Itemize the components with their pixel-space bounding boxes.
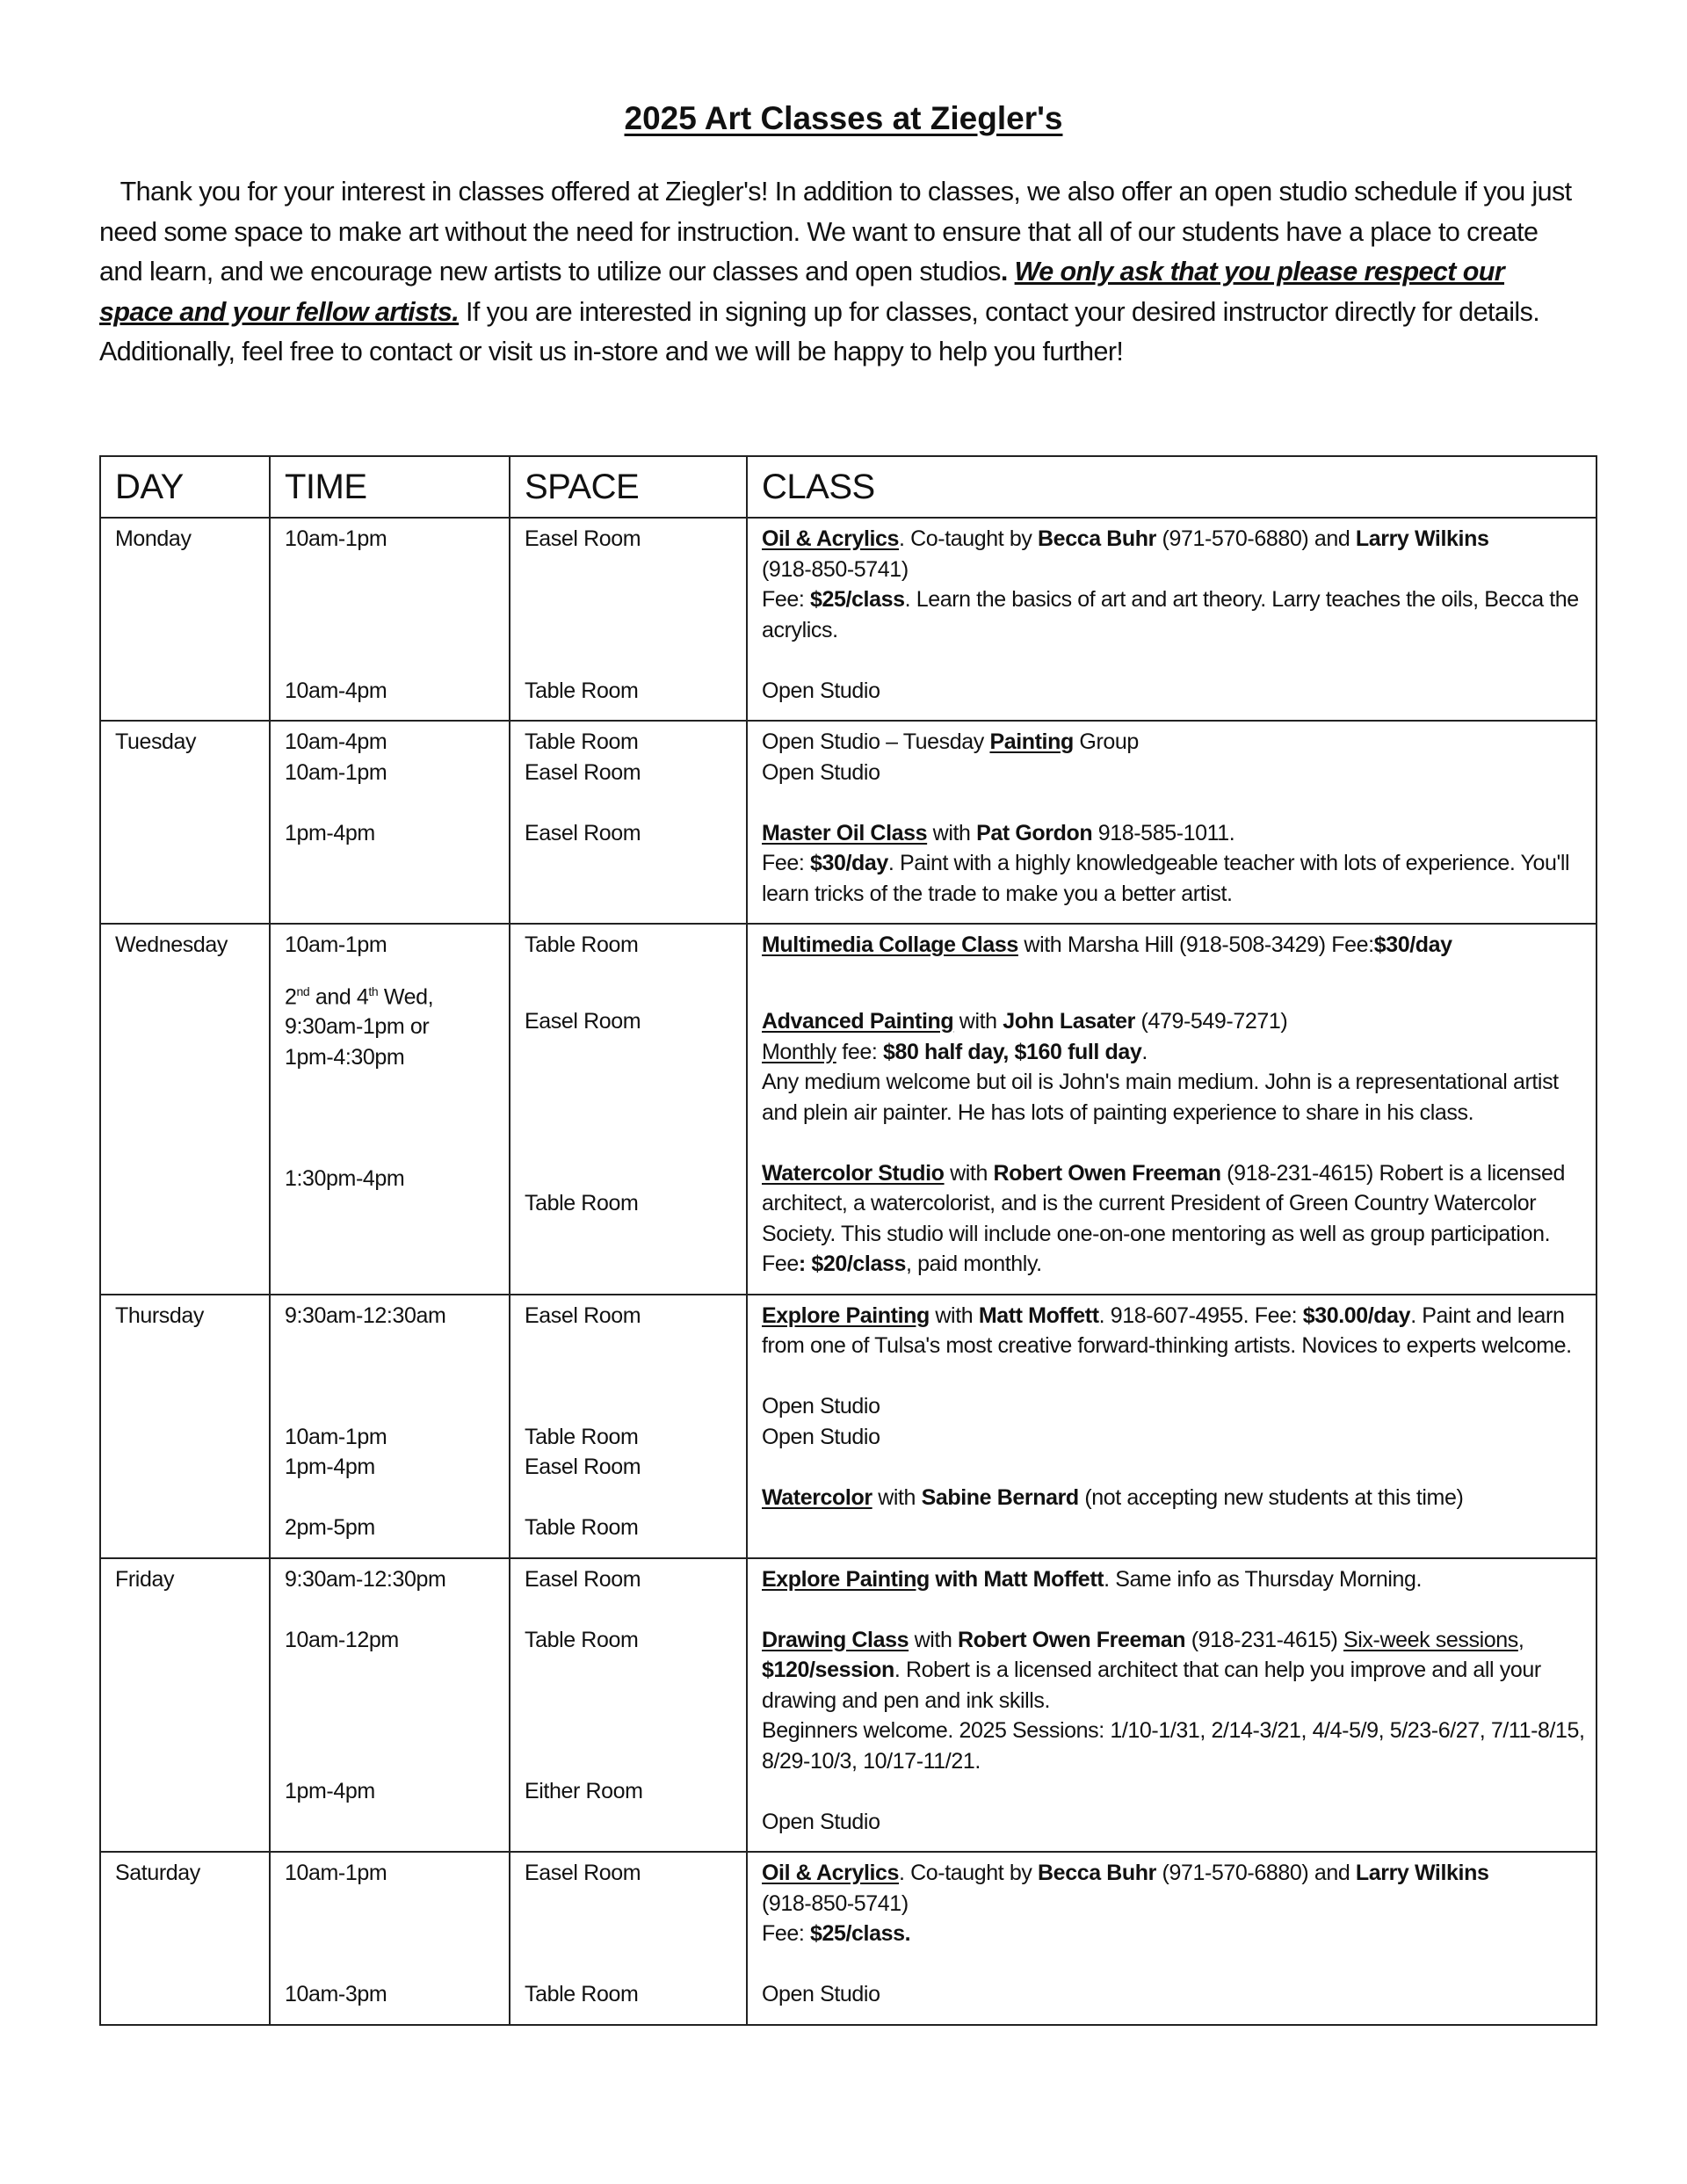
class-entry: Oil & Acrylics. Co-taught by Becca Buhr (971-570-6880) and Larry Wilkins <box>762 526 1489 551</box>
class-cell: Open Studio – Tuesday Painting Group Open Studio Master Oil Class with Pat Gordon 918-585-1011. Fee: $30/day. Paint with a highly knowledgeable teacher with lots of experience. You'll learn tricks of the trade to make you a better artist. <box>747 721 1596 924</box>
header-class: CLASS <box>747 456 1596 518</box>
space-cell: Easel Room Table Room <box>510 1852 747 2025</box>
space-cell: Easel Room Table Room Easel Room Table Room <box>510 1295 747 1558</box>
time-cell: 10am-4pm 10am-1pm 1pm-4pm <box>270 721 510 924</box>
space-cell: Table Room Easel Room Easel Room <box>510 721 747 924</box>
space-cell: Easel Room Table Room Either Room <box>510 1558 747 1853</box>
time-cell: 10am-1pm 10am-4pm <box>270 518 510 721</box>
table-row-thursday <box>100 1295 1596 1558</box>
class-schedule-table <box>99 455 1597 2026</box>
table-row-saturday <box>100 1852 1596 2025</box>
day-cell: Wednesday <box>100 924 270 1295</box>
time-cell: 10am-1pm 2nd and 4th Wed, 9:30am-1pm or 1pm-4:30pm 1:30pm-4pm <box>270 924 510 1295</box>
time-cell: 10am-1pm 10am-3pm <box>270 1852 510 2025</box>
table-row-wednesday <box>100 924 1596 1295</box>
day-cell: Tuesday <box>100 721 270 924</box>
intro-paragraph: Thank you for your interest in classes offered at Ziegler's! In addition to classes, we also offer an open studio schedule if you just need some space to make art without the need for instruction. We want to ensure that all of our students have a place to create and learn, and we encourage new artists to utilize our classes and open studios. We only ask that you please respect our space and your fellow artists. If you are interested in signing up for classes, contact your desired instructor directly for details. Additionally, feel free to contact or visit us in-store and we will be happy to help you further! <box>99 177 1572 366</box>
day-cell: Saturday <box>100 1852 270 2025</box>
table-header-row <box>100 456 1596 518</box>
class-cell: Oil & Acrylics. Co-taught by Becca Buhr (971-570-6880) and Larry Wilkins (918-850-5741) Fee: $25/class. Open Studio <box>747 1852 1596 2025</box>
class-cell: Oil & Acrylics. Co-taught by Becca Buhr (971-570-6880) and Larry Wilkins (918-850-5741) Fee: $25/class. Learn the basics of art and art theory. Larry teaches the oils, Becca the acrylics. Open Studio <box>747 518 1596 721</box>
space-cell: Easel Room Table Room <box>510 518 747 721</box>
intro-emphasis: We only ask that you please respect our space and your fellow artists. <box>99 257 1505 327</box>
header-day: DAY <box>100 456 270 518</box>
time-cell: 9:30am-12:30am 10am-1pm 1pm-4pm 2pm-5pm <box>270 1295 510 1558</box>
day-cell: Thursday <box>100 1295 270 1558</box>
time-cell: 9:30am-12:30pm 10am-12pm 1pm-4pm <box>270 1558 510 1853</box>
table-row-tuesday <box>100 721 1596 924</box>
class-cell: Explore Painting with Matt Moffett. Same info as Thursday Morning. Drawing Class with Robert Owen Freeman (918-231-4615) Six-week sessions, $120/session. Robert is a licensed architect that can help you improve and all your drawing and pen and ink skills. Beginners welcome. 2025 Sessions: 1/10-1/31, 2/14-3/21, 4/4-5/9, 5/23-6/27, 7/11-8/15, 8/29-10/3, 10/17-11/21. Open Studio <box>747 1558 1596 1853</box>
header-space: SPACE <box>510 456 747 518</box>
day-cell: Friday <box>100 1558 270 1853</box>
table-row-monday <box>100 518 1596 721</box>
document-title: 2025 Art Classes at Ziegler's <box>624 100 1063 136</box>
class-cell: Multimedia Collage Class with Marsha Hill (918-508-3429) Fee:$30/day Advanced Painting with John Lasater (479-549-7271) Monthly fee: $80 half day, $160 full day. Any medium welcome but oil is John's main medium. John is a representational artist and plein air painter. He has lots of painting experience to share in his class. Watercolor Studio with Robert Owen Freeman (918-231-4615) Robert is a licensed architect, a watercolorist, and is the current President of Green Country Watercolor Society. This studio will include one-on-one mentoring as well as group participation. Fee: $20/class, paid monthly. <box>747 924 1596 1295</box>
day-cell: Monday <box>100 518 270 721</box>
space-cell: Table Room Easel Room Table Room <box>510 924 747 1295</box>
header-time: TIME <box>270 456 510 518</box>
class-cell: Explore Painting with Matt Moffett. 918-607-4955. Fee: $30.00/day. Paint and learn from one of Tulsa's most creative forward-thinking artists. Novices to experts welcome. Open Studio Open Studio Watercolor with Sabine Bernard (not accepting new students at this time) <box>747 1295 1596 1558</box>
table-row-friday <box>100 1558 1596 1853</box>
